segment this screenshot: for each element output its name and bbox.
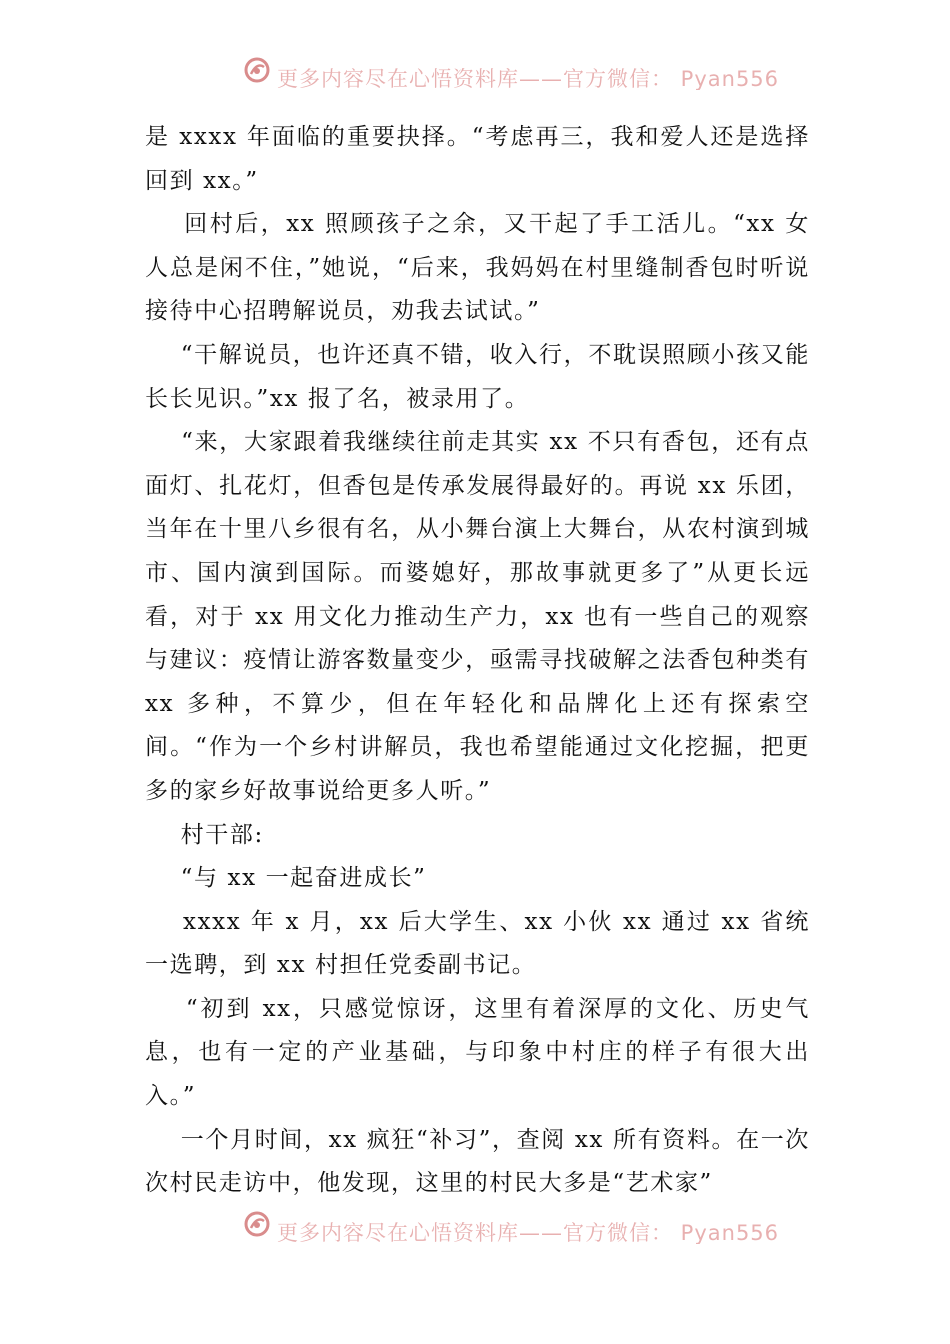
paragraph: “干解说员，也许还真不错，收入行，不耽误照顾小孩又能长长见识。”xx 报了名，被录用了。 bbox=[145, 341, 810, 412]
watermark-footer bbox=[0, 1204, 950, 1244]
watermark-text: 更多内容尽在心悟资料库——官方微信： Pyan556 bbox=[277, 67, 780, 90]
watermark-text: 更多内容尽在心悟资料库——官方微信： Pyan556 bbox=[277, 1221, 780, 1244]
document-body bbox=[145, 116, 819, 1206]
watermark-header bbox=[0, 50, 950, 90]
section-subtitle: “与 xx 一起奋进成长” bbox=[145, 865, 427, 892]
paragraph: xxxx 年 x 月，xx 后大学生、xx 小伙 xx 通过 xx 省统一选聘，到 xx 村担任党委副书记。 bbox=[145, 908, 810, 979]
paragraph: “来，大家跟着我继续往前走其实 xx 不只有香包，还有点面灯、扎花灯，但香包是传承发展得最好的。再说 xx 乐团，当年在十里八乡很有名，从小舞台演上大舞台，从农村演到城市、国内演到国际。而婆媳好，那故事就更多了”从更长远看，对于 xx 用文化力推动生产力，xx 也有一些自己的观察与建议：疫情让游客数量变少，亟需寻找破解之法香包种类有 xx 多种，不算少，但在年轻化和品牌化上还有探索空间。“作为一个乡村讲解员，我也希望能通过文化挖掘，把更多的家乡好故事说给更多人听。” bbox=[145, 429, 819, 804]
brand-logo-icon bbox=[243, 56, 271, 84]
paragraph: “初到 xx，只感觉惊讶，这里有着深厚的文化、历史气息，也有一定的产业基础，与印象中村庄的样子有很大出入。” bbox=[145, 995, 810, 1110]
paragraph: 是 xxxx 年面临的重要抉择。“考虑再三，我和爱人还是选择回到 xx。” bbox=[145, 124, 810, 194]
paragraph: 回村后，xx 照顾孩子之余，又干起了手工活儿。“xx 女人总是闲不住，”她说，“后来，我妈妈在村里缝制香包时听说接待中心招聘解说员，劝我去试试。” bbox=[145, 211, 810, 325]
brand-logo-icon bbox=[243, 1210, 271, 1238]
section-heading: 村干部: bbox=[145, 821, 264, 848]
paragraph: 一个月时间，xx 疯狂“补习”，查阅 xx 所有资料。在一次次村民走访中，他发现，这里的村民大多是“艺术家” bbox=[145, 1126, 810, 1197]
